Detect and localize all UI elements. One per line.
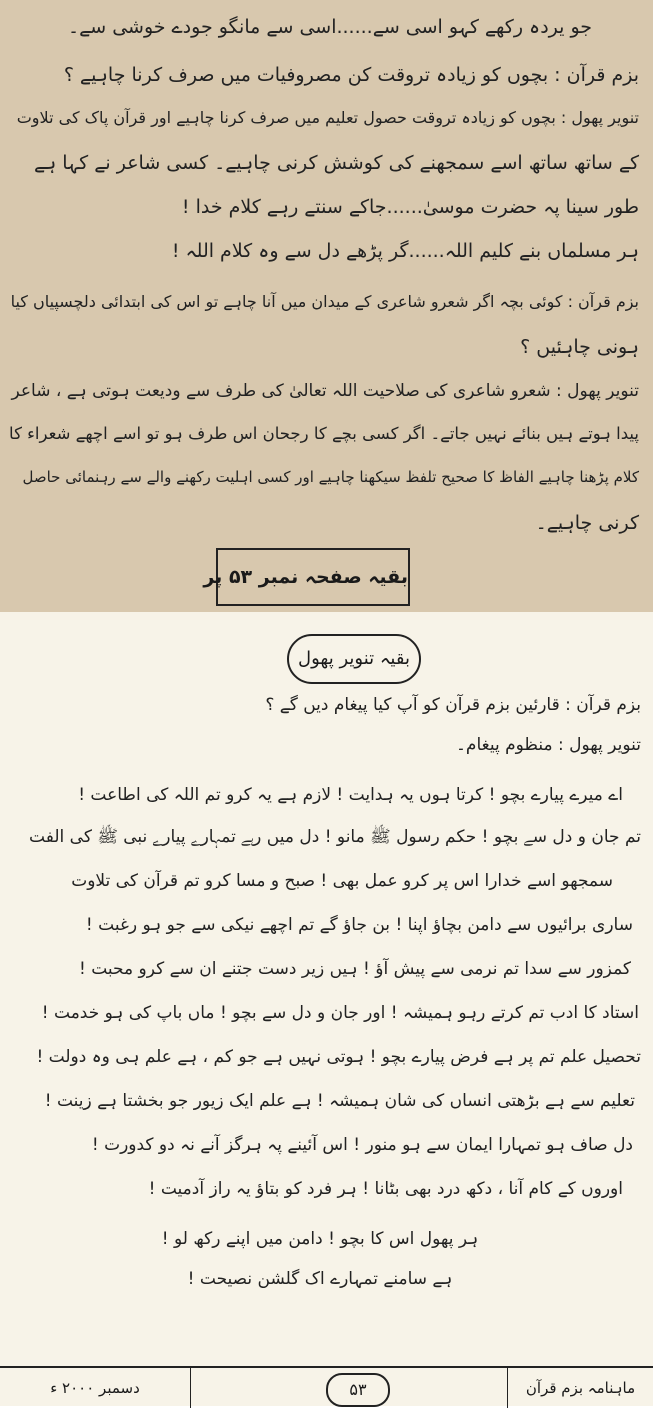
poem-verse: ہر پھول اس کا بچو ! دامن میں اپنے رکھ لو ! — [161, 1229, 479, 1249]
text-line: طور سینا پہ حضرت موسیٰ......جاکے سنتے رہے کلام خدا ! — [181, 196, 639, 218]
text-line: ہر مسلماں بنے کلیم اللہ......گر پڑھے دل سے وہ کلام اللہ ! — [171, 240, 639, 262]
text-line: ہونی چاہئیں ؟ — [520, 336, 639, 358]
page-number: ۵۳ — [326, 1373, 390, 1407]
footer-date: دسمبر ۲۰۰۰ ء — [0, 1368, 191, 1408]
poem-verse: تحصیل علم تم پر ہے فرض پیارے بچو ! ہوتی نہیں ہے جو کم ، ہے علم ہی وہ دولت ! — [36, 1047, 641, 1067]
text-line: کلام پڑھنا چاہیے الفاظ کا صحیح تلفظ سیکھنا چاہیے اور کسی اہلیت رکھنے والے سے رہنمائی حاصل — [22, 468, 639, 486]
poem-verse: تعلیم سے ہے بڑھتی انساں کی شان ہمیشہ ! ہے علم ایک زیور جو بخشتا ہے زینت ! — [44, 1091, 635, 1111]
top-article-section — [0, 0, 653, 612]
poem-verse: اوروں کے کام آنا ، دکھ درد بھی بٹانا ! ہر فرد کو بتاؤ یہ راز آدمیت ! — [148, 1179, 623, 1199]
text-line: کے ساتھ ساتھ اسے سمجھنے کی کوشش کرنی چاہیے۔ کسی شاعر نے کہا ہے — [33, 152, 639, 174]
text-line: پیدا ہوتے ہیں بنائے نہیں جاتے۔ اگر کسی بچے کا رجحان اس طرف ہو تو اسے اچھے شعراء کا — [9, 424, 639, 443]
page-footer — [0, 1366, 653, 1408]
text-line: جو یردہ رکھے کہو اسی سے......اسی سے مانگو جودے خوشی سے۔ — [67, 16, 593, 38]
poem-verse: ساری برائیوں سے دامن بچاؤ اپنا ! بن جاؤ گے تم اچھے نیکی سے جو ہو رغبت ! — [85, 915, 633, 935]
bottom-article-section — [0, 612, 653, 1406]
poem-verse: استاد کا ادب تم کرتے رہو ہمیشہ ! اور جان و دل سے بچو ! ماں باپ کی ہو خدمت ! — [41, 1003, 639, 1023]
poem-verse: سمجھو اسے خدارا اس پر کرو عمل بھی ! صبح و مسا کرو تم قرآن کی تلاوت — [71, 871, 613, 891]
text-line: بزم قرآن : قارئین بزم قرآن کو آپ کیا پیغام دیں گے ؟ — [265, 695, 641, 715]
text-line: تنویر پھول : بچوں کو زیادہ تروقت حصول تعلیم میں صرف کرنا چاہیے اور قرآن پاک کی تلاوت — [16, 108, 639, 127]
poem-verse: کمزور سے سدا تم نرمی سے پیش آؤ ! ہیں زیر دست جتنے ان سے کرو محبت ! — [78, 959, 631, 979]
text-line: بزم قرآن : کوئی بچہ اگر شعرو شاعری کے میدان میں آنا چاہے تو اس کی ابتدائی دلچسپیاں کیا — [10, 292, 639, 311]
text-line: بزم قرآن : بچوں کو زیادہ تروقت کن مصروفیات میں صرف کرنا چاہیے ؟ — [63, 64, 639, 86]
poem-verse: دل صاف ہو تمہارا ایمان سے ہو منور ! اس آئینے پہ ہرگز آنے نہ دو کدورت ! — [91, 1135, 633, 1155]
text-line: تنویر پھول : منظوم پیغام۔ — [455, 735, 641, 755]
poem-verse: اے میرے پیارے بچو ! کرتا ہوں یہ ہدایت ! لازم ہے یہ کرو تم اللہ کی اطاعت ! — [78, 785, 623, 805]
footer-magazine-name: ماہنامہ بزم قرآن — [507, 1368, 653, 1408]
text-line: کرنی چاہیے۔ — [535, 512, 639, 534]
text-line: تنویر پھول : شعرو شاعری کی صلاحیت اللہ تعالیٰ کی طرف سے ودیعت ہوتی ہے ، شاعر — [11, 381, 639, 401]
section-heading: بقیہ تنویر پھول — [287, 634, 421, 684]
poem-verse: تم جان و دل سے بچو ! حکم رسول ﷺ مانو ! دل میں رہے تمہارے پیارے نبی ﷺ کی الفت — [29, 827, 641, 847]
continuation-box: بقیہ صفحہ نمبر ۵۳ پر — [216, 548, 410, 606]
poem-verse: ہے سامنے تمہارے اک گلشن نصیحت ! — [187, 1269, 453, 1289]
